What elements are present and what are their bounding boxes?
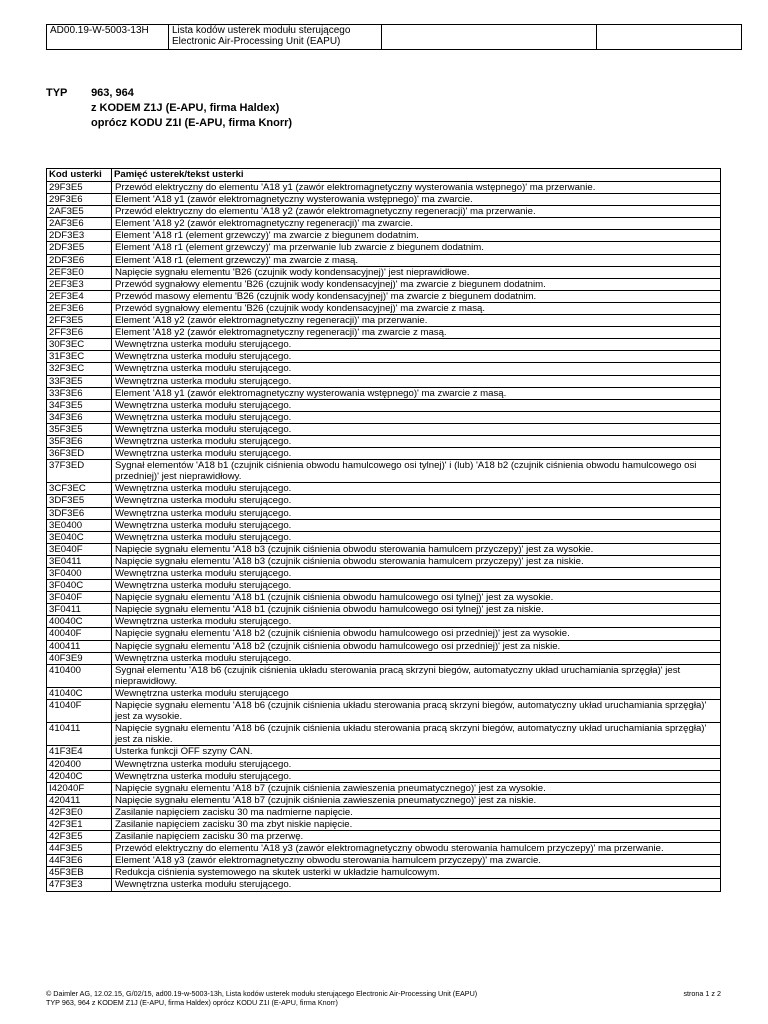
table-row xyxy=(47,531,721,543)
table-row xyxy=(47,339,721,351)
fault-text-cell: Wewnętrzna usterka modułu sterującego. xyxy=(112,519,721,531)
fault-code-cell: 400411 xyxy=(47,640,112,652)
table-row xyxy=(47,782,721,794)
table-row xyxy=(47,568,721,580)
fault-code-cell: 2EF3E0 xyxy=(47,266,112,278)
fault-code-cell: 29F3E6 xyxy=(47,194,112,206)
table-row xyxy=(47,867,721,879)
table-row xyxy=(47,387,721,399)
fault-code-cell: 44F3E5 xyxy=(47,843,112,855)
fault-code-table-header xyxy=(47,169,721,182)
fault-code-cell: I42040F xyxy=(47,782,112,794)
table-row xyxy=(47,723,721,746)
table-row xyxy=(47,746,721,758)
table-row xyxy=(47,266,721,278)
table-row xyxy=(47,194,721,206)
table-row xyxy=(47,435,721,447)
fault-text-cell: Wewnętrzna usterka modułu sterującego. xyxy=(112,580,721,592)
table-row xyxy=(47,399,721,411)
fault-code-cell: 2EF3E4 xyxy=(47,290,112,302)
table-row xyxy=(47,794,721,806)
fault-text-cell: Przewód masowy elementu 'B26 (czujnik wody kondensacyjnej)' ma zwarcie z biegunem dodatnim. xyxy=(112,290,721,302)
vehicle-type-models: 963, 964 xyxy=(91,87,134,99)
table-row xyxy=(47,411,721,423)
document-title-line-1: Lista kodów usterek modułu sterującego xyxy=(172,25,351,36)
table-row xyxy=(47,855,721,867)
fault-text-cell: Przewód elektryczny do elementu 'A18 y3 (zawór elektromagnetyczny obwodu sterowania hamulcem przyczepy)' ma przerwanie. xyxy=(112,843,721,855)
fault-code-cell: 47F3E3 xyxy=(47,879,112,891)
fault-text-cell: Przewód elektryczny do elementu 'A18 y2 (zawór elektromagnetyczny regeneracji)' ma przerwanie. xyxy=(112,206,721,218)
table-row xyxy=(47,687,721,699)
fault-text-cell: Wewnętrzna usterka modułu sterującego. xyxy=(112,435,721,447)
fault-code-cell: 2EF3E6 xyxy=(47,302,112,314)
table-row xyxy=(47,640,721,652)
fault-text-cell: Wewnętrzna usterka modułu sterującego. xyxy=(112,652,721,664)
fault-text-cell: Wewnętrzna usterka modułu sterującego. xyxy=(112,616,721,628)
fault-text-cell: Napięcie sygnału elementu 'A18 b1 (czujnik ciśnienia obwodu hamulcowego osi tylnej)' jest za wysokie. xyxy=(112,592,721,604)
table-row xyxy=(47,843,721,855)
fault-text-cell: Element 'A18 y3 (zawór elektromagnetyczny obwodu sterowania hamulcem przyczepy)' ma zwarcie. xyxy=(112,855,721,867)
fault-code-cell: 42040C xyxy=(47,770,112,782)
table-row xyxy=(47,495,721,507)
table-row xyxy=(47,700,721,723)
fault-text-cell: Zasilanie napięciem zacisku 30 ma przerwę. xyxy=(112,831,721,843)
fault-code-cell: 33F3E5 xyxy=(47,375,112,387)
fault-code-cell: 35F3E6 xyxy=(47,435,112,447)
table-row xyxy=(47,507,721,519)
fault-code-cell: 30F3EC xyxy=(47,339,112,351)
table-row xyxy=(47,628,721,640)
fault-text-cell: Wewnętrzna usterka modułu sterującego. xyxy=(112,495,721,507)
fault-text-cell: Przewód sygnałowy elementu 'B26 (czujnik wody kondensacyjnej)' ma zwarcie z masą. xyxy=(112,302,721,314)
table-row xyxy=(47,351,721,363)
table-row xyxy=(47,664,721,687)
fault-text-cell: Napięcie sygnału elementu 'A18 b3 (czujnik ciśnienia obwodu sterowania hamulcem przyczepy)' jest za wysokie. xyxy=(112,543,721,555)
fault-code-cell: 40F3E9 xyxy=(47,652,112,664)
table-row xyxy=(47,483,721,495)
fault-text-cell: Element 'A18 r1 (element grzewczy)' ma zwarcie z biegunem dodatnim. xyxy=(112,230,721,242)
fault-text-cell: Wewnętrzna usterka modułu sterującego. xyxy=(112,375,721,387)
fault-text-cell: Napięcie sygnału elementu 'A18 b7 (czujnik ciśnienia zawieszenia pneumatycznego)' jest za wysokie. xyxy=(112,782,721,794)
fault-code-cell: 3E040F xyxy=(47,543,112,555)
fault-text-cell: Napięcie sygnału elementu 'A18 b6 (czujnik ciśnienia układu sterowania pracą skrzyni biegów, automatyczny układ uruchamiania sprzęgła)' jest za niskie. xyxy=(112,723,721,746)
fault-code-cell: 34F3E5 xyxy=(47,399,112,411)
table-row xyxy=(47,460,721,483)
fault-code-cell: 34F3E6 xyxy=(47,411,112,423)
vehicle-type-line xyxy=(46,86,292,101)
fault-text-cell: Element 'A18 y2 (zawór elektromagnetyczny regeneracji)' ma zwarcie z masą. xyxy=(112,327,721,339)
fault-code-cell: 2AF3E6 xyxy=(47,218,112,230)
fault-code-cell: 41040F xyxy=(47,700,112,723)
fault-text-cell: Wewnętrzna usterka modułu sterującego. xyxy=(112,423,721,435)
table-row xyxy=(47,616,721,628)
fault-text-cell: Zasilanie napięciem zacisku 30 ma nadmierne napięcie. xyxy=(112,806,721,818)
table-row xyxy=(47,770,721,782)
fault-code-cell: 44F3E6 xyxy=(47,855,112,867)
fault-text-cell: Wewnętrzna usterka modułu sterującego. xyxy=(112,568,721,580)
fault-code-cell: 40040C xyxy=(47,616,112,628)
document-title-line-2: Electronic Air-Processing Unit (EAPU) xyxy=(172,36,341,47)
table-row xyxy=(47,290,721,302)
fault-code-cell: 42F3E1 xyxy=(47,818,112,830)
page-footer xyxy=(46,990,721,1007)
vehicle-code-excluded: oprócz KODU Z1I (E-APU, firma Knorr) xyxy=(91,117,293,129)
fault-text-cell: Element 'A18 y2 (zawór elektromagnetyczny regeneracji)' ma zwarcie. xyxy=(112,218,721,230)
table-row xyxy=(47,818,721,830)
document-title-cell xyxy=(169,25,382,50)
fault-code-cell: 3E0411 xyxy=(47,555,112,567)
fault-text-cell: Napięcie sygnału elementu 'A18 b7 (czujnik ciśnienia zawieszenia pneumatycznego)' jest za niskie. xyxy=(112,794,721,806)
fault-code-cell: 42F3E5 xyxy=(47,831,112,843)
fault-code-cell: 2DF3E3 xyxy=(47,230,112,242)
fault-text-cell: Przewód sygnałowy elementu 'B26 (czujnik wody kondensacyjnej)' ma zwarcie z biegunem dodatnim. xyxy=(112,278,721,290)
fault-text-cell: Napięcie sygnału elementu 'A18 b2 (czujnik ciśnienia obwodu hamulcowego osi przedniej)' jest za wysokie. xyxy=(112,628,721,640)
table-row xyxy=(47,254,721,266)
fault-text-cell: Wewnętrzna usterka modułu sterującego xyxy=(112,687,721,699)
fault-text-cell: Element 'A18 y1 (zawór elektromagnetyczny wysterowania wstępnego)' ma zwarcie. xyxy=(112,194,721,206)
table-row xyxy=(47,206,721,218)
fault-code-cell: 32F3EC xyxy=(47,363,112,375)
table-row xyxy=(47,423,721,435)
table-row xyxy=(47,242,721,254)
table-row xyxy=(47,375,721,387)
fault-text-cell: Usterka funkcji OFF szyny CAN. xyxy=(112,746,721,758)
fault-code-cell: 2EF3E3 xyxy=(47,278,112,290)
fault-text-cell: Wewnętrzna usterka modułu sterującego. xyxy=(112,363,721,375)
fault-text-cell: Napięcie sygnału elementu 'B26 (czujnik wody kondensacyjnej)' jest nieprawidłowe. xyxy=(112,266,721,278)
header-empty-cell xyxy=(597,25,742,50)
fault-code-cell: 2FF3E6 xyxy=(47,327,112,339)
fault-text-cell: Wewnętrzna usterka modułu sterującego. xyxy=(112,399,721,411)
fault-text-cell: Element 'A18 r1 (element grzewczy)' ma przerwanie lub zwarcie z biegunem dodatnim. xyxy=(112,242,721,254)
fault-code-cell: 420411 xyxy=(47,794,112,806)
fault-text-cell: Sygnał elementów 'A18 b1 (czujnik ciśnienia obwodu hamulcowego osi tylnej)' i (lub) 'A18 b2 (czujnik ciśnienia obwodu hamulcowego osi przedniej)' jest nieprawidłowy. xyxy=(112,460,721,483)
table-row xyxy=(47,302,721,314)
table-row xyxy=(47,806,721,818)
column-header-code: Kod usterki xyxy=(47,169,112,182)
table-row xyxy=(47,543,721,555)
table-row xyxy=(47,758,721,770)
fault-code-cell: 41040C xyxy=(47,687,112,699)
fault-text-cell: Przewód elektryczny do elementu 'A18 y1 (zawór elektromagnetyczny wysterowania wstępnego)' ma przerwanie. xyxy=(112,182,721,194)
document-header-table xyxy=(46,24,742,50)
fault-code-cell: 2DF3E5 xyxy=(47,242,112,254)
fault-code-cell: 31F3EC xyxy=(47,351,112,363)
table-row xyxy=(47,652,721,664)
fault-text-cell: Wewnętrzna usterka modułu sterującego. xyxy=(112,351,721,363)
table-row xyxy=(47,448,721,460)
table-row xyxy=(47,879,721,891)
fault-text-cell: Napięcie sygnału elementu 'A18 b3 (czujnik ciśnienia obwodu sterowania hamulcem przyczepy)' jest za niskie. xyxy=(112,555,721,567)
vehicle-code-included: z KODEM Z1J (E-APU, firma Haldex) xyxy=(91,102,280,114)
fault-code-cell: 410400 xyxy=(47,664,112,687)
fault-text-cell: Redukcja ciśnienia systemowego na skutek usterki w układzie hamulcowym. xyxy=(112,867,721,879)
fault-code-cell: 40040F xyxy=(47,628,112,640)
fault-code-cell: 36F3ED xyxy=(47,448,112,460)
fault-text-cell: Zasilanie napięciem zacisku 30 ma zbyt niskie napięcie. xyxy=(112,818,721,830)
document-code: AD00.19-W-5003-13H xyxy=(47,25,169,50)
fault-code-cell: 3DF3E5 xyxy=(47,495,112,507)
header-empty-cell xyxy=(382,25,597,50)
fault-text-cell: Napięcie sygnału elementu 'A18 b2 (czujnik ciśnienia obwodu hamulcowego osi przedniej)' jest za niskie. xyxy=(112,640,721,652)
fault-code-cell: 3E0400 xyxy=(47,519,112,531)
fault-code-cell: 41F3E4 xyxy=(47,746,112,758)
fault-code-cell: 420400 xyxy=(47,758,112,770)
vehicle-type-label: TYP xyxy=(46,87,68,99)
fault-text-cell: Wewnętrzna usterka modułu sterującego. xyxy=(112,411,721,423)
page-number: strona 1 z 2 xyxy=(683,989,721,998)
fault-text-cell: Element 'A18 r1 (element grzewczy)' ma zwarcie z masą. xyxy=(112,254,721,266)
fault-code-cell: 35F3E5 xyxy=(47,423,112,435)
fault-code-cell: 29F3E5 xyxy=(47,182,112,194)
fault-text-cell: Wewnętrzna usterka modułu sterującego. xyxy=(112,507,721,519)
table-row xyxy=(47,831,721,843)
fault-code-cell: 2DF3E6 xyxy=(47,254,112,266)
fault-text-cell: Wewnętrzna usterka modułu sterującego. xyxy=(112,448,721,460)
fault-code-cell: 410411 xyxy=(47,723,112,746)
fault-code-cell: 3E040C xyxy=(47,531,112,543)
table-row xyxy=(47,519,721,531)
fault-code-cell: 3F0411 xyxy=(47,604,112,616)
table-row xyxy=(47,278,721,290)
fault-text-cell: Wewnętrzna usterka modułu sterującego. xyxy=(112,339,721,351)
table-row xyxy=(47,580,721,592)
table-row xyxy=(47,327,721,339)
fault-text-cell: Sygnał elementu 'A18 b6 (czujnik ciśnienia układu sterowania pracą skrzyni biegów, automatyczny układ uruchamiania sprzęgła)' jest nieprawidłowy. xyxy=(112,664,721,687)
footer-type-line: TYP 963, 964 z KODEM Z1J (E-APU, firma Haldex) oprócz KODU Z1I (E-APU, firma Knorr) xyxy=(46,997,338,1007)
fault-text-cell: Wewnętrzna usterka modułu sterującego. xyxy=(112,483,721,495)
fault-code-cell: 3DF3E6 xyxy=(47,507,112,519)
fault-code-cell: 2AF3E5 xyxy=(47,206,112,218)
fault-text-cell: Napięcie sygnału elementu 'A18 b6 (czujnik ciśnienia układu sterowania pracą skrzyni biegów, automatyczny układ uruchamiania sprzęgła)' jest za wysokie. xyxy=(112,700,721,723)
fault-code-cell: 37F3ED xyxy=(47,460,112,483)
fault-code-table-body xyxy=(47,182,721,892)
table-row xyxy=(47,604,721,616)
fault-text-cell: Wewnętrzna usterka modułu sterującego. xyxy=(112,531,721,543)
fault-code-cell: 3F040F xyxy=(47,592,112,604)
fault-text-cell: Napięcie sygnału elementu 'A18 b1 (czujnik ciśnienia obwodu hamulcowego osi tylnej)' jest za niskie. xyxy=(112,604,721,616)
table-row xyxy=(47,363,721,375)
fault-text-cell: Wewnętrzna usterka modułu sterującego. xyxy=(112,770,721,782)
fault-code-cell: 45F3EB xyxy=(47,867,112,879)
footer-copyright-line: © Daimler AG, 12.02.15, G/02/15, ad00.19-w-5003-13h, Lista kodów usterek modułu sterującego Electronic Air-Processing Unit (EAPU) xyxy=(46,989,478,998)
table-row xyxy=(47,592,721,604)
table-row xyxy=(47,555,721,567)
column-header-text: Pamięć usterek/tekst usterki xyxy=(112,169,721,182)
fault-text-cell: Wewnętrzna usterka modułu sterującego. xyxy=(112,758,721,770)
fault-code-cell: 3F040C xyxy=(47,580,112,592)
fault-text-cell: Wewnętrzna usterka modułu sterującego. xyxy=(112,879,721,891)
fault-text-cell: Element 'A18 y2 (zawór elektromagnetyczny regeneracji)' ma przerwanie. xyxy=(112,315,721,327)
table-row xyxy=(47,230,721,242)
fault-text-cell: Element 'A18 y1 (zawór elektromagnetyczny wysterowania wstępnego)' ma zwarcie z masą. xyxy=(112,387,721,399)
fault-code-cell: 42F3E0 xyxy=(47,806,112,818)
fault-code-cell: 2FF3E5 xyxy=(47,315,112,327)
table-row xyxy=(47,218,721,230)
table-row xyxy=(47,315,721,327)
vehicle-type-block xyxy=(46,86,292,131)
fault-code-cell: 33F3E6 xyxy=(47,387,112,399)
table-row xyxy=(47,182,721,194)
fault-code-cell: 3F0400 xyxy=(47,568,112,580)
fault-code-cell: 3CF3EC xyxy=(47,483,112,495)
fault-code-table xyxy=(46,168,721,892)
